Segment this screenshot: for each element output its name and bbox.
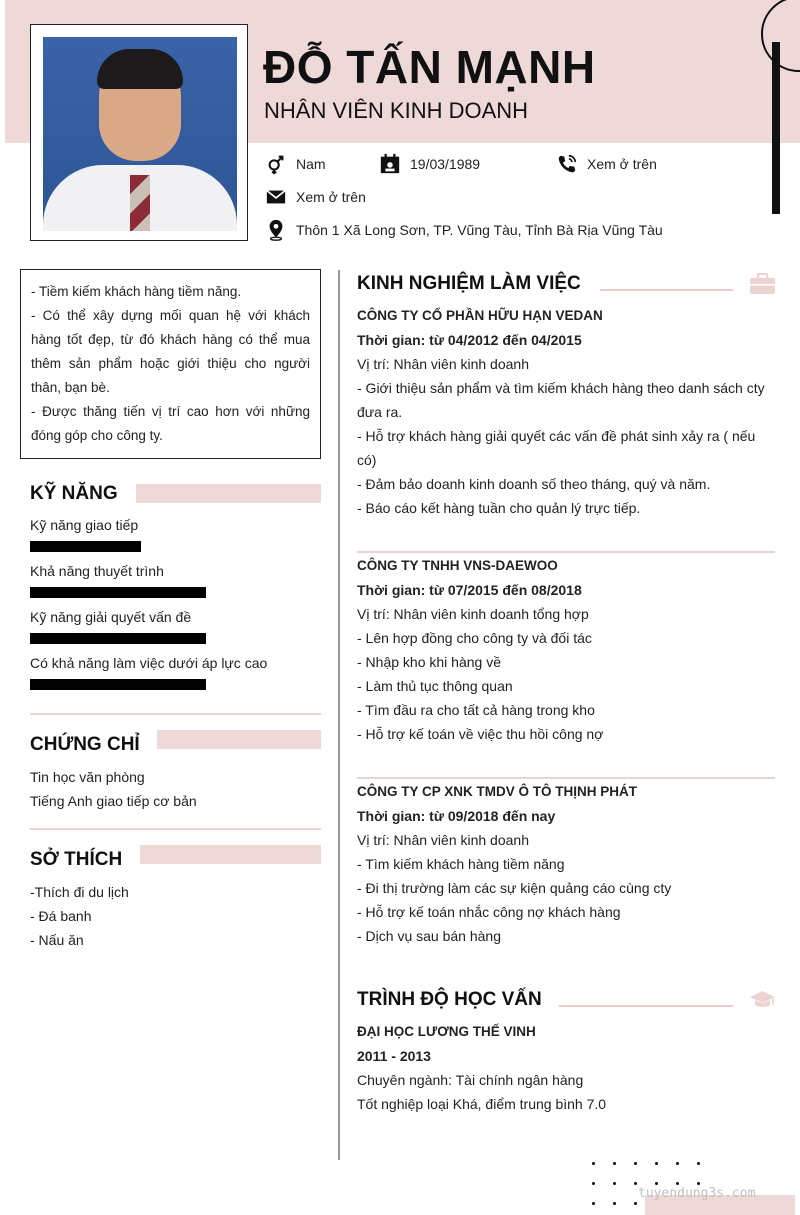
decorative-bar [772,42,780,214]
job-position: Vị trí: Nhân viên kinh doanh [357,832,529,848]
profile-photo [43,37,237,231]
skill-level-bar [30,633,206,644]
job-company: CÔNG TY CỔ PHẦN HỮU HẠN VEDAN [357,308,603,323]
email-value: Xem ở trên [296,189,366,205]
job-position: Vị trí: Nhân viên kinh doanh tổng hợp [357,606,589,622]
decorative-dot [655,1162,658,1165]
decorative-dot [592,1162,595,1165]
certificates-title-bar [157,730,321,749]
address-value: Thôn 1 Xã Long Sơn, TP. Vũng Tàu, Tỉnh Bà Rịa Vũng Tàu [296,222,663,238]
skills-title: KỸ NĂNG [30,483,118,504]
job-duty: - Đảm bảo doanh kinh doanh số theo tháng, quý và năm. [357,476,711,492]
phone-icon [556,153,578,175]
education-result: Tốt nghiệp loại Khá, điểm trung bình 7.0 [357,1096,607,1112]
phone-info [556,153,657,175]
location-pin-icon [265,219,287,241]
briefcase-icon [749,273,776,295]
hobby-item: -Thích đi du lịch [30,884,129,900]
decorative-dot [634,1182,637,1185]
skill-name: Có khả năng làm việc dưới áp lực cao [30,655,268,671]
job-position: Vị trí: Nhân viên kinh doanh [357,356,529,372]
decorative-dot [592,1182,595,1185]
section-divider [30,828,321,830]
job-duty: - Tìm kiếm khách hàng tiềm năng [357,856,565,872]
job-period: Thời gian: từ 04/2012 đến 04/2015 [357,332,582,348]
objective-line: - Có thể xây dựng mối quan hệ với khách hàng tốt đẹp, từ đó khách hàng có thể mua thêm sản phẩm hoặc giới thiệu cho người thân, bạn bè. [31,308,310,395]
hobbies-list [30,880,129,952]
column-separator [338,270,340,1160]
decorative-dot [676,1182,679,1185]
job-divider [357,777,775,779]
job-company: CÔNG TY TNHH VNS-DAEWOO [357,558,558,573]
profile-photo-frame [30,24,248,241]
education-entry [357,1020,777,1116]
skill-name: Kỹ năng giao tiếp [30,517,139,533]
decorative-dot [697,1162,700,1165]
education-title: TRÌNH ĐỘ HỌC VẤN [357,989,542,1010]
job-duty: - Tìm đầu ra cho tất cả hàng trong kho [357,702,595,718]
job-duty: - Hỗ trợ kế toán về việc thu hồi công nợ [357,726,604,742]
hobbies-title-bar [140,845,321,864]
skill-name: Khả năng thuyết trình [30,563,164,579]
decorative-dot [613,1162,616,1165]
decorative-dot [634,1202,637,1205]
hobbies-title: SỞ THÍCH [30,849,123,870]
certificates-list [30,765,197,813]
education-title-line [559,1005,733,1007]
experience-title-line [600,289,733,291]
decorative-dot [676,1162,679,1165]
decorative-dot [697,1182,700,1185]
job-divider [357,551,775,553]
job-duty: - Báo cáo kết hàng tuần cho quản lý trực tiếp. [357,500,641,516]
candidate-job-title: NHÂN VIÊN KINH DOANH [264,98,529,123]
job-duty: - Nhập kho khi hàng về [357,654,501,670]
decorative-dot [613,1182,616,1185]
decorative-dot [592,1202,595,1205]
job-duty: - Hỗ trợ khách hàng giải quyết các vấn đề phát sinh xảy ra ( nếu có) [357,428,756,468]
job-duty: - Giới thiệu sản phẩm và tìm kiếm khách hàng theo danh sách cty đưa ra. [357,380,765,420]
skill-level-bar [30,587,206,598]
job-period: Thời gian: từ 07/2015 đến 08/2018 [357,582,582,598]
skill-level-bar [30,679,206,690]
skills-title-bar [136,484,321,503]
birthdate-value: 19/03/1989 [410,156,481,172]
hobby-item: - Nấu ăn [30,932,84,948]
birthdate-info [379,153,480,175]
decorative-dot [634,1162,637,1165]
job-duty: - Dịch vụ sau bán hàng [357,928,501,944]
job-company: CÔNG TY CP XNK TMDV Ô TÔ THỊNH PHÁT [357,784,638,799]
education-years: 2011 - 2013 [357,1048,431,1064]
address-info [265,219,663,241]
gender-icon [265,153,287,175]
section-divider [30,713,321,715]
job-period: Thời gian: từ 09/2018 đến nay [357,808,556,824]
hobby-item: - Đá banh [30,908,92,924]
watermark-text: tuyendung3s.com [638,1186,756,1201]
email-icon [265,186,287,208]
career-objective-box [20,269,321,459]
job-duty: - Đi thị trường làm các sự kiện quảng cáo cùng cty [357,880,672,896]
education-major: Chuyên ngành: Tài chính ngân hàng [357,1072,584,1088]
job-entry [357,304,777,520]
graduation-cap-icon [749,990,776,1010]
skill-name: Kỹ năng giải quyết vấn đề [30,609,192,625]
education-school: ĐẠI HỌC LƯƠNG THẾ VINH [357,1024,536,1039]
gender-info [265,153,326,175]
email-info [265,186,366,208]
calendar-icon [379,153,401,175]
certificate-item: Tin học văn phòng [30,769,145,785]
decorative-dot [613,1202,616,1205]
objective-line: - Được thăng tiến vị trí cao hơn với những đóng góp cho công ty. [31,404,310,443]
phone-value: Xem ở trên [587,156,657,172]
job-duty: - Lên hợp đồng cho công ty và đối tác [357,630,592,646]
skill-level-bar [30,541,141,552]
job-duty: - Hỗ trợ kế toán nhắc công nợ khách hàng [357,904,621,920]
job-entry [357,780,777,948]
objective-line: - Tiềm kiếm khách hàng tiềm năng. [31,284,242,299]
job-entry [357,554,777,746]
decorative-dot [655,1182,658,1185]
experience-title: KINH NGHIỆM LÀM VIỆC [357,273,581,294]
candidate-name: ĐỖ TẤN MẠNH [263,41,596,93]
certificate-item: Tiếng Anh giao tiếp cơ bản [30,793,197,809]
job-duty: - Làm thủ tục thông quan [357,678,513,694]
certificates-title: CHỨNG CHỈ [30,734,140,755]
gender-value: Nam [296,156,326,172]
